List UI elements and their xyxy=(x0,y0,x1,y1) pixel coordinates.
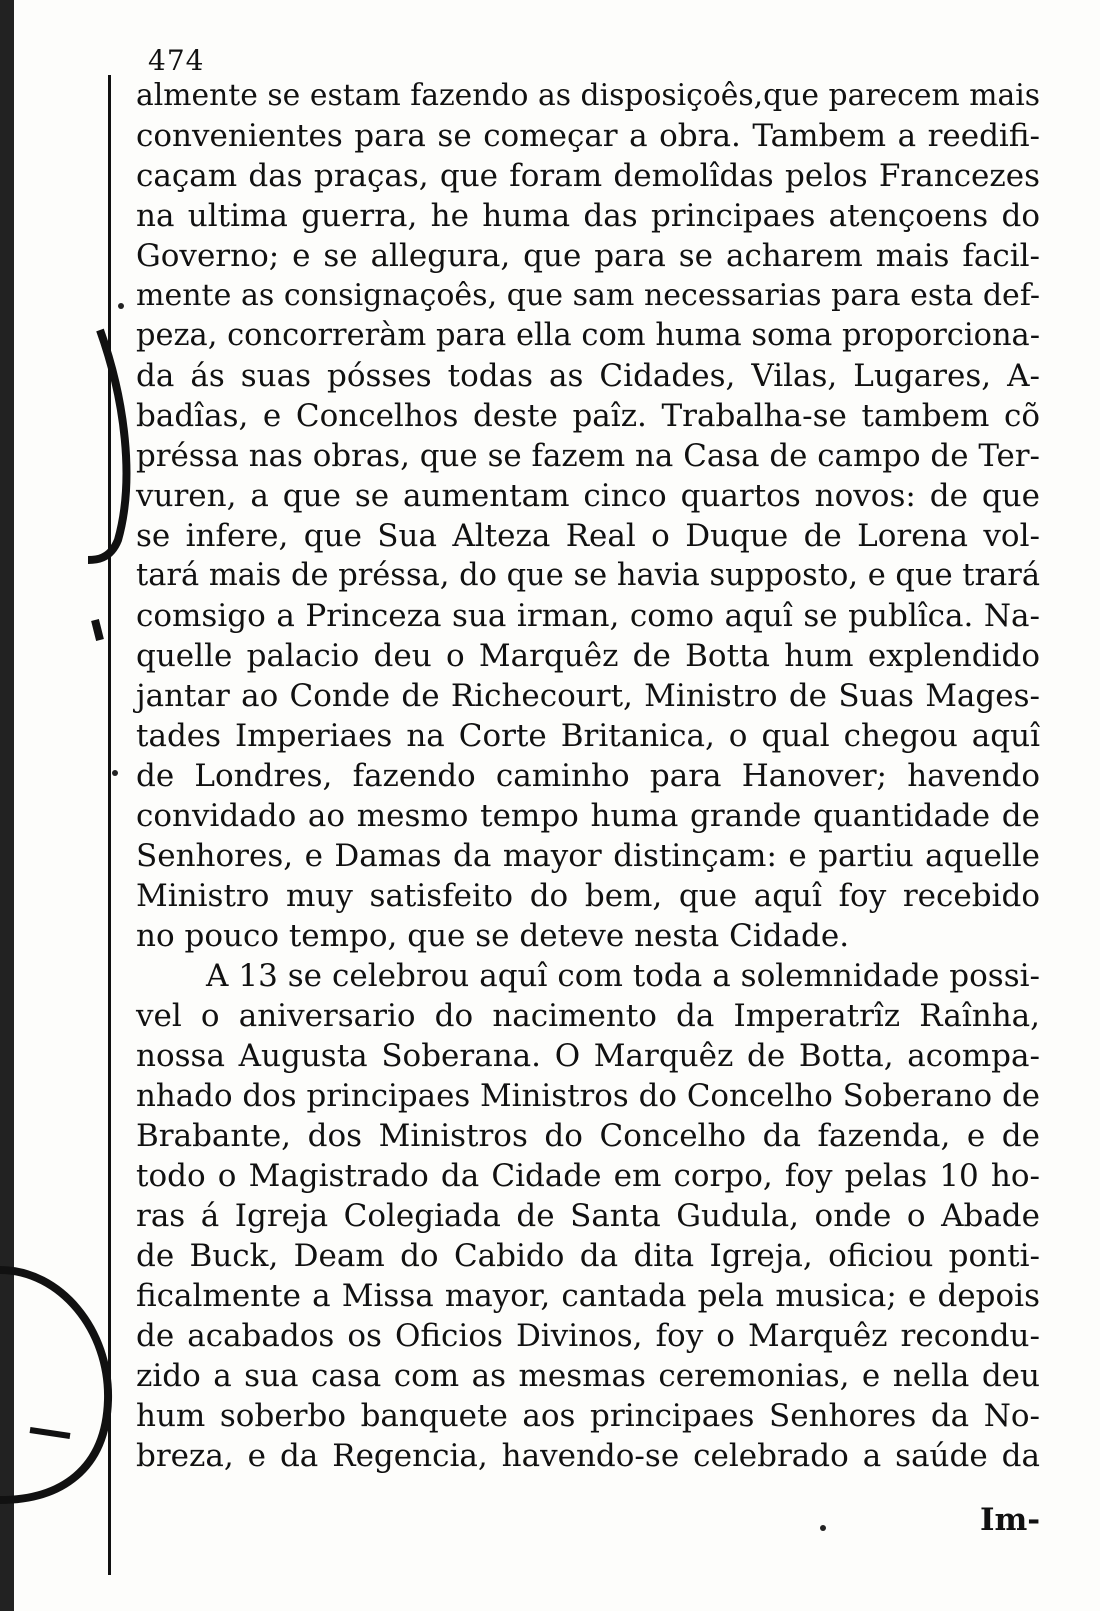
text-line: convidado ao mesmo tempo huma grande quantidade de xyxy=(136,798,1040,834)
page-number: 474 xyxy=(148,44,205,77)
stray-dot xyxy=(820,1525,826,1531)
text-line: no pouco tempo, que se deteve nesta Cidade. xyxy=(136,918,850,954)
text-line: peza, concorreràm para ella com huma soma proporciona- xyxy=(136,318,1040,353)
binding-curve-mark xyxy=(88,330,126,560)
text-line: nhado dos principaes Ministros do Concelho Soberano de xyxy=(136,1078,1040,1114)
text-line: na ultima guerra, he huma das principaes atençoens do xyxy=(136,198,1040,234)
stray-dot xyxy=(112,770,118,776)
binding-notch-mark xyxy=(95,620,100,640)
text-line: convenientes para se começar a obra. Tambem a reedifi- xyxy=(136,118,1040,154)
body-text xyxy=(136,76,1040,1476)
text-line: Ministro muy satisfeito do bem, que aquî foy recebido xyxy=(136,878,1040,914)
text-line: zido a sua casa com as mesmas ceremonias, e nella deu xyxy=(136,1358,1040,1394)
binding-marks xyxy=(0,0,140,1611)
text-line: mente as consignaçoês, que sam necessarias para esta def- xyxy=(136,278,1040,313)
text-line: tará mais de préssa, do que se havia supposto, e que trará xyxy=(136,558,1040,593)
text-line: de Londres, fazendo caminho para Hanover; havendo xyxy=(136,758,1040,794)
text-line: caçam das praças, que foram demolîdas pelos Francezes xyxy=(136,158,1040,194)
stray-dot xyxy=(118,303,124,309)
text-line: nossa Augusta Soberana. O Marquêz de Botta, acompa- xyxy=(136,1038,1040,1074)
text-line: de acabados os Oficios Divinos, foy o Marquêz recondu- xyxy=(136,1318,1040,1354)
text-line: almente se estam fazendo as disposiçoês,que parecem mais xyxy=(136,78,1040,113)
text-line: ras á Igreja Colegiada de Santa Gudula, onde o Abade xyxy=(136,1198,1040,1234)
text-line: vel o aniversario do nacimento da Imperatrîz Raînha, xyxy=(136,998,1040,1034)
text-line: todo o Magistrado da Cidade em corpo, foy pelas 10 ho- xyxy=(136,1158,1040,1194)
binding-tick-mark xyxy=(30,1430,70,1436)
text-line: jantar ao Conde de Richecourt, Ministro de Suas Mages- xyxy=(136,678,1040,714)
text-line: breza, e da Regencia, havendo-se celebrado a saúde da xyxy=(136,1438,1040,1474)
text-line: quelle palacio deu o Marquêz de Botta hum explendido xyxy=(136,638,1040,674)
text-line: Brabante, dos Ministros do Concelho da fazenda, e de xyxy=(136,1118,1040,1154)
text-line: da ás suas pósses todas as Cidades, Vilas, Lugares, A- xyxy=(136,358,1040,394)
text-line: tades Imperiaes na Corte Britanica, o qual chegou aquî xyxy=(136,718,1040,754)
text-line: badîas, e Concelhos deste paîz. Trabalha-se tambem cõ xyxy=(136,398,1040,434)
text-line: Senhores, e Damas da mayor distinçam: e partiu aquelle xyxy=(136,838,1040,874)
text-line: Governo; e se allegura, que para se acharem mais facil- xyxy=(136,238,1040,274)
text-line: préssa nas obras, que se fazem na Casa de campo de Ter- xyxy=(136,438,1040,474)
text-line: hum soberbo banquete aos principaes Senhores da No- xyxy=(136,1398,1040,1434)
text-line: ficalmente a Missa mayor, cantada pela musica; e depois xyxy=(136,1278,1040,1314)
binding-circle-mark xyxy=(0,1270,108,1500)
text-line: vuren, a que se aumentam cinco quartos novos: de que xyxy=(136,478,1040,514)
text-line: A 13 se celebrou aquî com toda a solemnidade possi- xyxy=(206,958,1040,994)
text-line: se infere, que Sua Alteza Real o Duque de Lorena vol- xyxy=(136,518,1040,554)
catchword: Im- xyxy=(980,1502,1041,1538)
text-line: comsigo a Princeza sua irman, como aquî se publîca. Na- xyxy=(136,598,1040,634)
text-line: de Buck, Deam do Cabido da dita Igreja, oficiou ponti- xyxy=(136,1238,1040,1274)
